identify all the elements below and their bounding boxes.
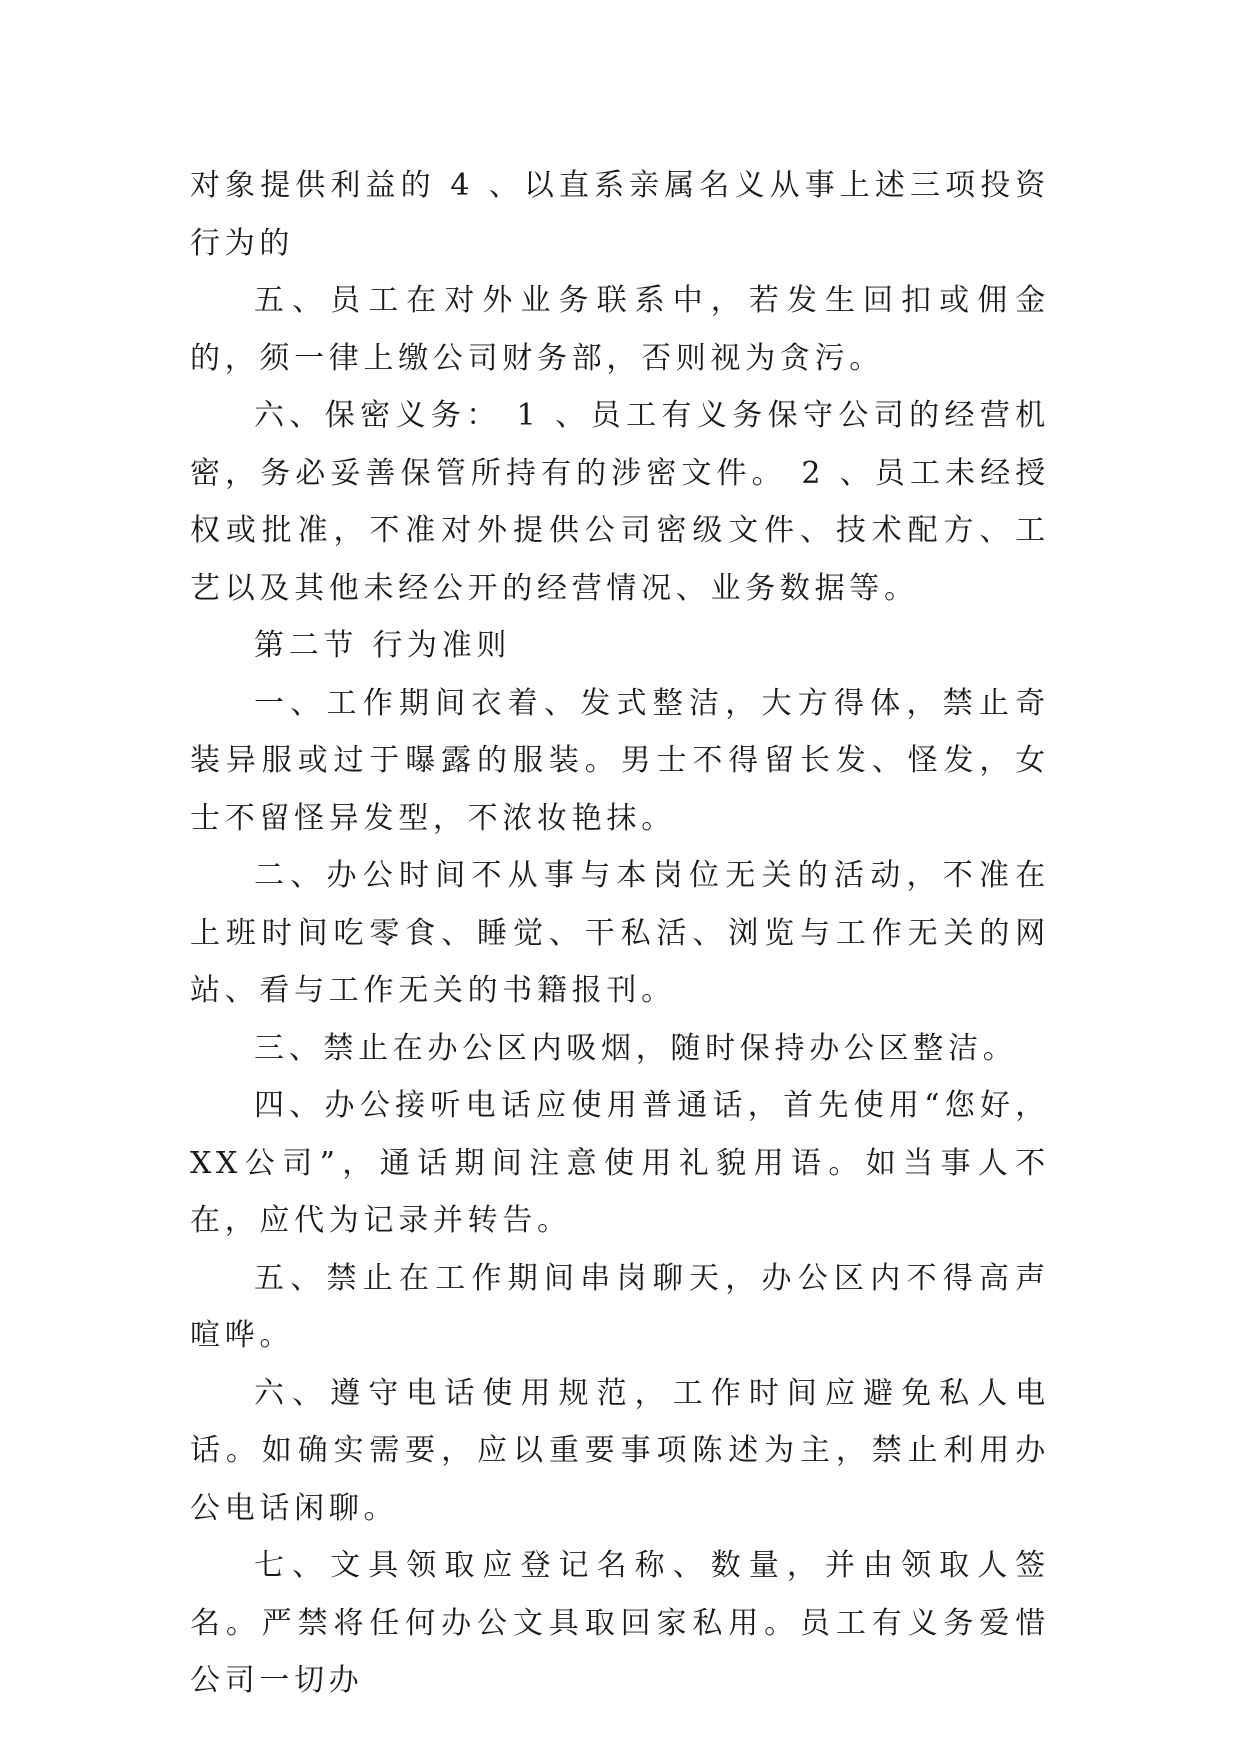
paragraph-continuation: 对象提供利益的 4 、以直系亲属名义从事上述三项投资行为的 (190, 168, 1050, 261)
paragraph-rule-5-chatting: 五、禁止在工作期间串岗聊天，办公区内不得高声喧哗。 (190, 1260, 1050, 1353)
paragraph-rule-6-phone-use: 六、遵守电话使用规范，工作时间应避免私人电话。如确实需要，应以重要事项陈述为主，禁止利用办公电话闲聊。 (190, 1375, 1050, 1526)
document-body (190, 157, 1050, 1710)
paragraph-rule-2-office-hours: 二、办公时间不从事与本岗位无关的活动，不准在上班时间吃零食、睡觉、干私活、浏览与工作无关的网站、看与工作无关的书籍报刊。 (190, 858, 1050, 1008)
paragraph-rule-7-stationery: 七、文具领取应登记名称、数量，并由领取人签名。严禁将任何办公文具取回家私用。员工有义务爱惜公司一切办 (190, 1548, 1050, 1698)
paragraph-rule-4-phone-etiquette: 四、办公接听电话应使用普通话，首先使用“您好，XX公司”，通话期间注意使用礼貌用语。如当事人不在，应代为记录并转告。 (190, 1088, 1050, 1238)
paragraph-item-6-confidentiality: 六、保密义务： 1 、员工有义务保守公司的经营机密，务必妥善保管所持有的涉密文件。 2 、员工未经授权或批准，不准对外提供公司密级文件、技术配方、工艺以及其他未经公开的经营情况、业务数据等。 (190, 398, 1050, 606)
paragraph-rule-1-attire: 一、工作期间衣着、发式整洁，大方得体，禁止奇装异服或过于曝露的服装。男士不得留长发、怪发，女士不留怪异发型，不浓妆艳抹。 (190, 685, 1050, 836)
section-heading: 第二节 行为准则 (254, 628, 512, 663)
paragraph-rule-3-smoking: 三、禁止在办公区内吸烟，随时保持办公区整洁。 (254, 1030, 1018, 1066)
paragraph-item-5-kickbacks: 五、员工在对外业务联系中，若发生回扣或佣金的，须一律上缴公司财务部，否则视为贪污。 (190, 283, 1050, 376)
